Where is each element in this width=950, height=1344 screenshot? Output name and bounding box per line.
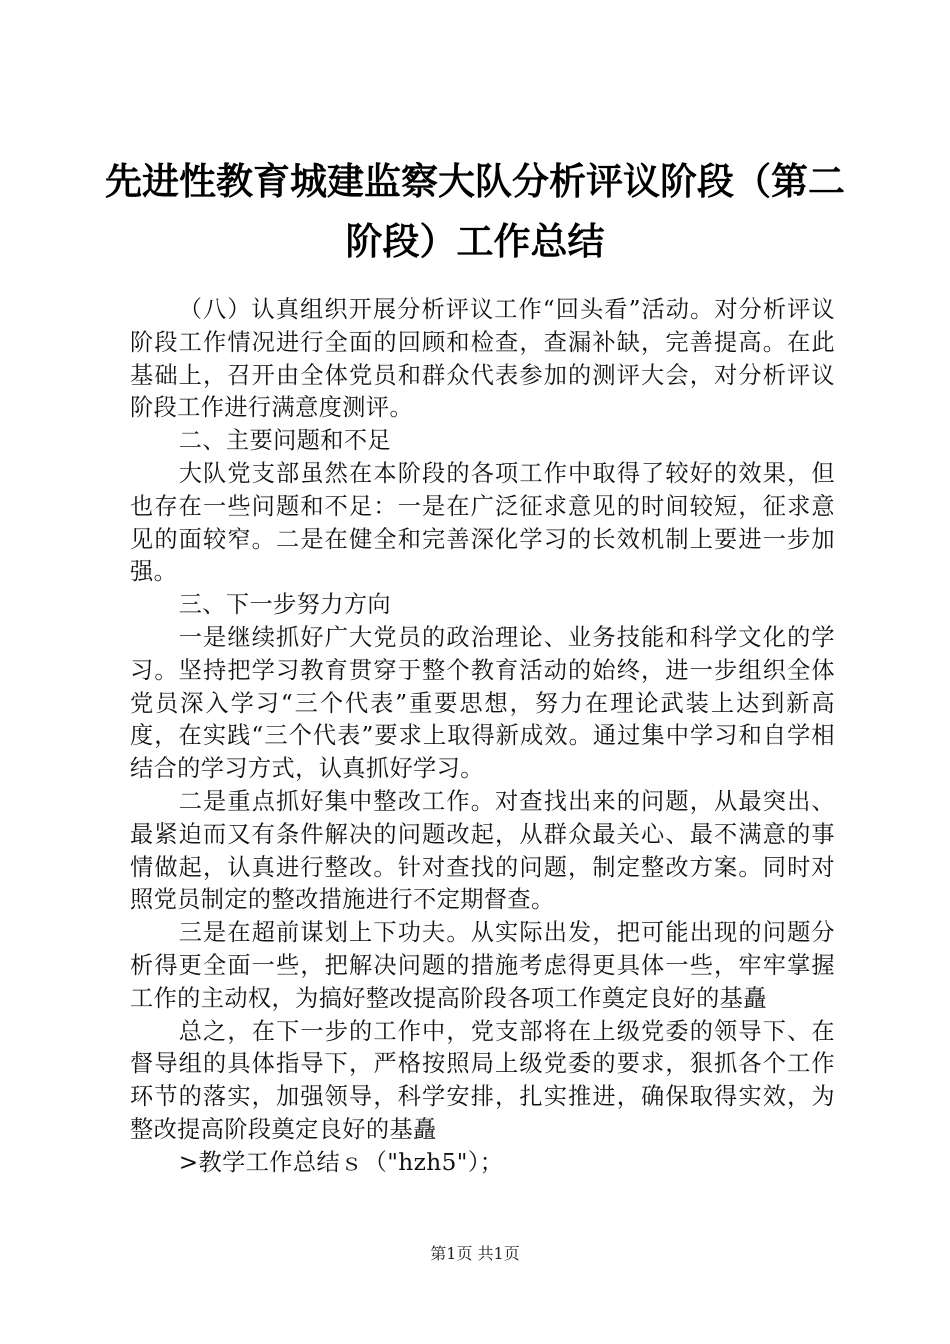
section-heading-problems: 二、主要问题和不足 xyxy=(178,427,392,455)
paragraph-problems: 大队党支部虽然在本阶段的各项工作中取得了较好的效果，但也存在一些问题和不足：一是在广泛征求意见的时间较短，征求意见的面较窄。二是在健全和完善深化学习的长效机制上要进一步加强。 xyxy=(130,459,835,586)
document-body xyxy=(130,294,835,1180)
paragraph-step-two: 二是重点抓好集中整改工作。对查找出来的问题，从最突出、最紧迫而又有条件解决的问题改起，从群众最关心、最不满意的事情做起，认真进行整改。针对查找的问题，制定整改方案。同时对照党员制定的整改措施进行不定期督查。 xyxy=(130,787,835,914)
document-title-line-1: 先进性教育城建监察大队分析评议阶段（第二 xyxy=(105,160,845,203)
section-heading-next-steps: 三、下一步努力方向 xyxy=(178,591,392,619)
paragraph-review-activity: （八）认真组织开展分析评议工作“回头看”活动。对分析评议阶段工作情况进行全面的回顾和检查，查漏补缺，完善提高。在此基础上，召开由全体党员和群众代表参加的测评大会，对分析评议阶段工作进行满意度测评。 xyxy=(130,296,835,422)
page-footer: 第1页 共1页 xyxy=(430,1244,520,1263)
document-title-line-2: 阶段）工作总结 xyxy=(345,220,605,263)
paragraph-step-three: 三是在超前谋划上下功夫。从实际出发，把可能出现的问题分析得更全面一些，把解决问题的措施考虑得更具体一些，牢牢掌握工作的主动权，为搞好整改提高阶段各项工作奠定良好的基矗 xyxy=(130,919,835,1012)
paragraph-step-one: 一是继续抓好广大党员的政治理论、业务技能和科学文化的学习。坚持把学习教育贯穿于整个教育活动的始终，进一步组织全体党员深入学习“三个代表”重要思想，努力在理论武装上达到新高度，在实践“三个代表”要求上取得新成效。通过集中学习和自学相结合的学习方式，认真抓好学习。 xyxy=(130,623,835,783)
paragraph-trailing-code: >教学工作总结ｓ（"hzh5"）； xyxy=(178,1148,504,1176)
paragraph-summary: 总之，在下一步的工作中，党支部将在上级党委的领导下、在督导组的具体指导下，严格按照局上级党委的要求，狠抓各个工作环节的落实，加强领导，科学安排，扎实推进，确保取得实效，为整改提高阶段奠定良好的基矗 xyxy=(130,1017,835,1143)
